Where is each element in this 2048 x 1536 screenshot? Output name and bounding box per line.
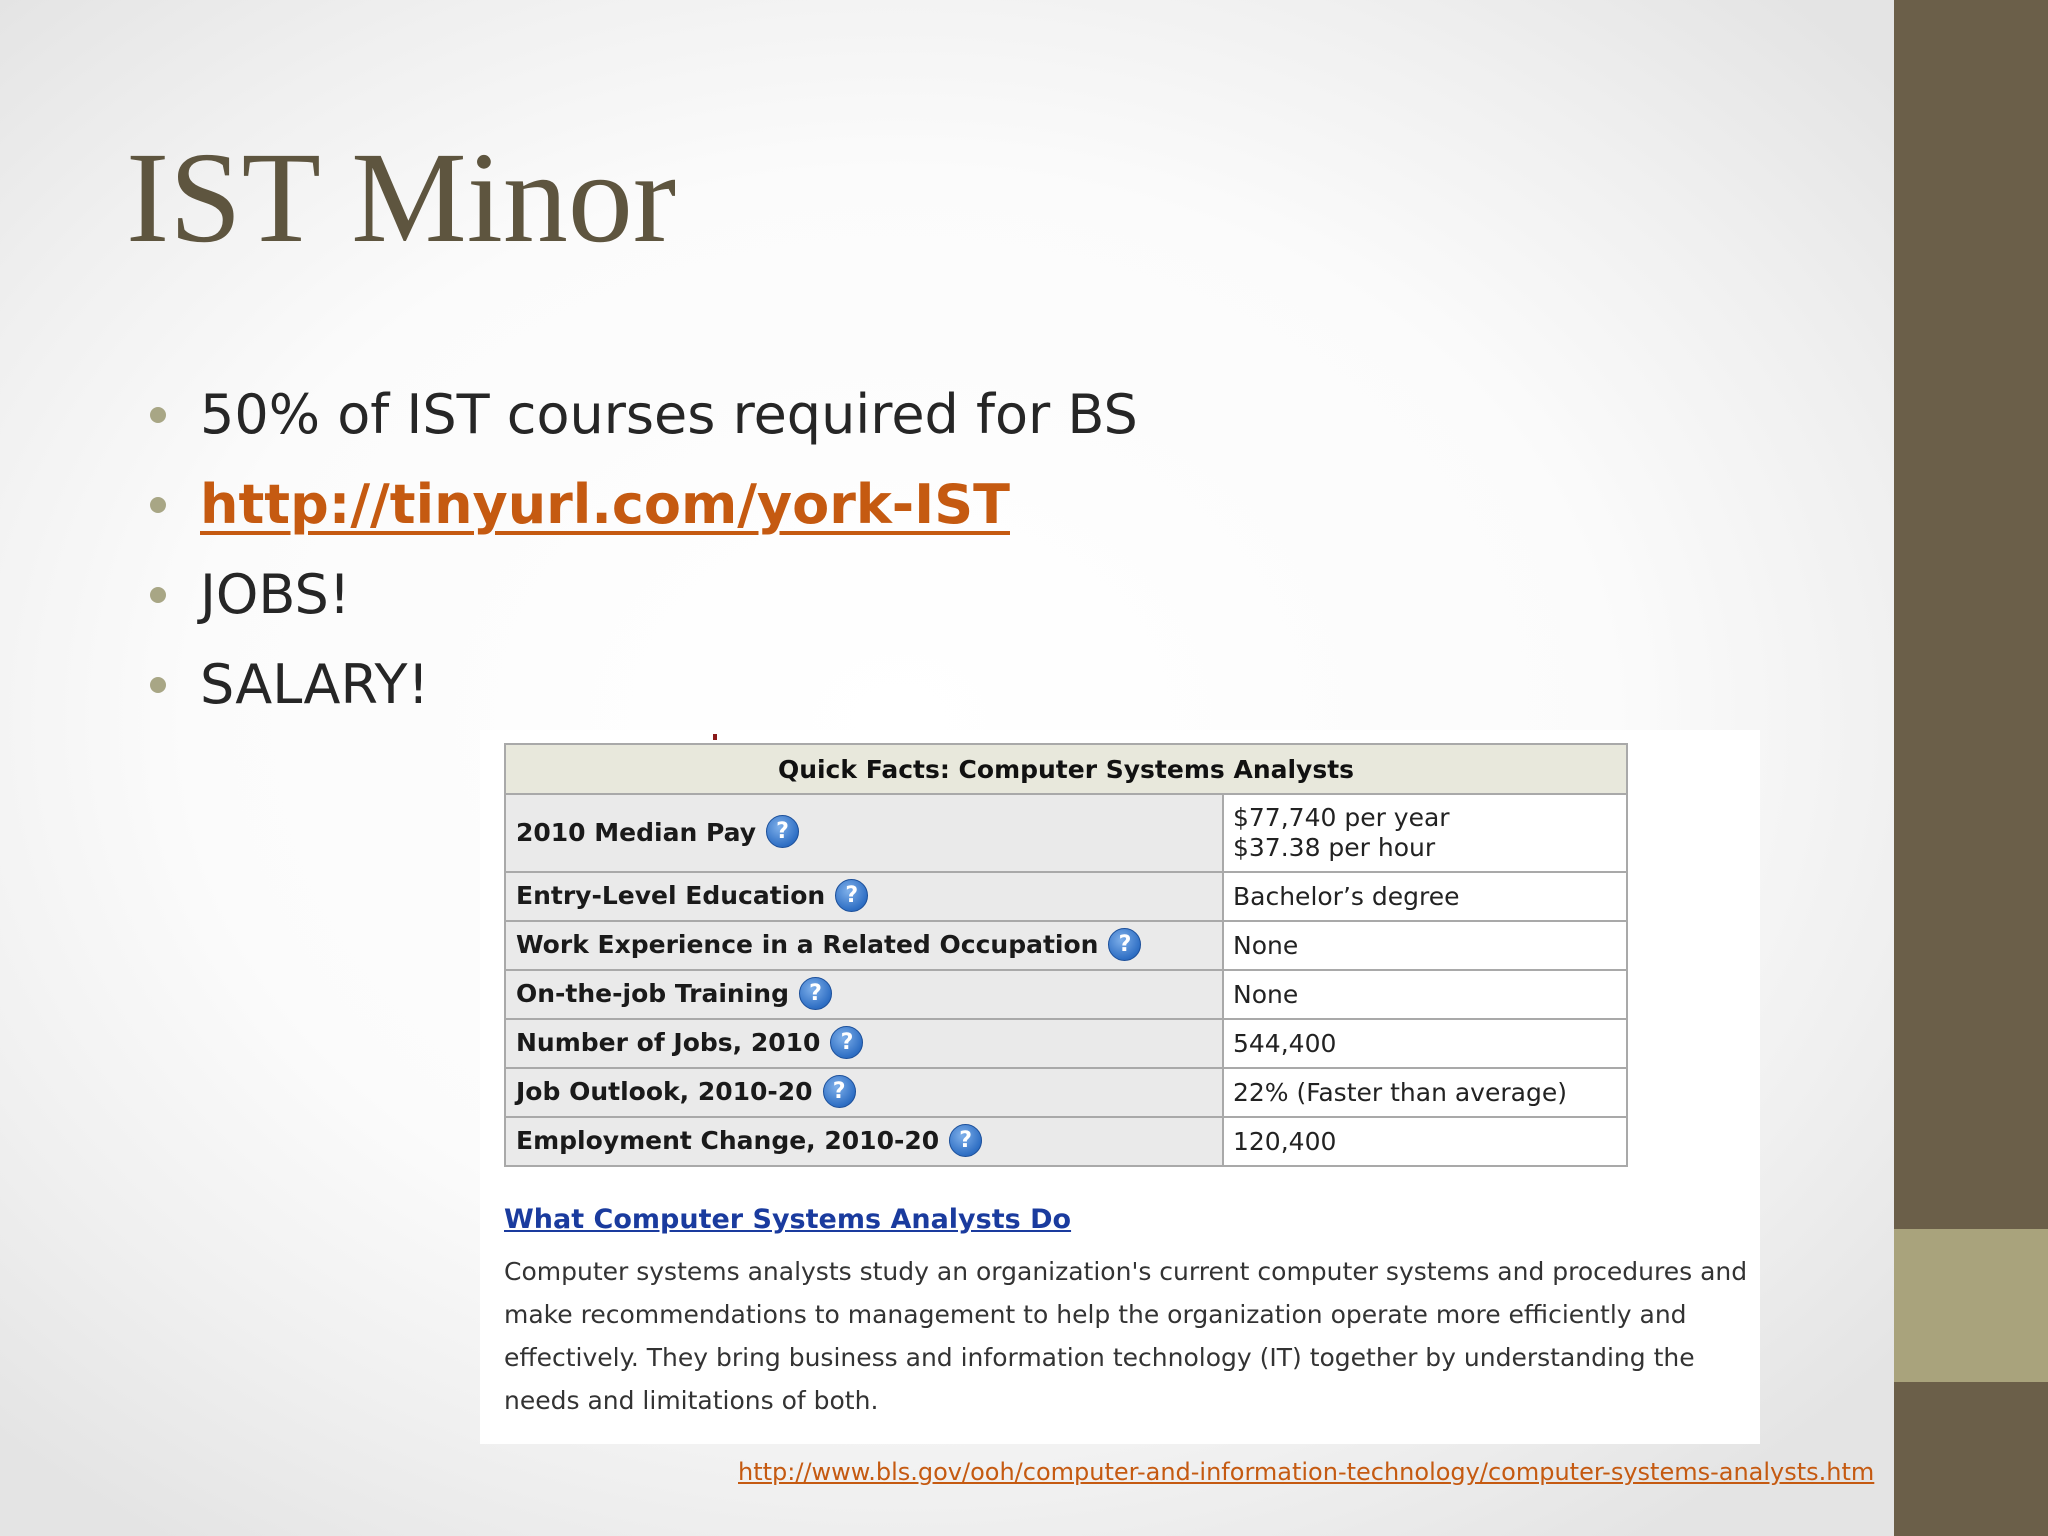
row-value: 22% (Faster than average)	[1223, 1068, 1627, 1117]
row-label: On-the-job Training	[516, 979, 789, 1009]
bullet-item	[148, 640, 1138, 730]
quick-facts-table	[504, 743, 1628, 1167]
slide-title: IST Minor	[126, 126, 677, 270]
bullet-list	[148, 370, 1138, 730]
question-mark-icon[interactable]: ?	[830, 1026, 863, 1059]
bls-source-link[interactable]: http://www.bls.gov/ooh/computer-and-information-technology/computer-systems-analysts.htm	[738, 1458, 1875, 1486]
table-row	[505, 1019, 1627, 1068]
row-value: 120,400	[1223, 1117, 1627, 1166]
tinyurl-link[interactable]: http://tinyurl.com/york-IST	[200, 473, 1010, 536]
row-value: None	[1223, 921, 1627, 970]
bullet-text: JOBS!	[200, 563, 351, 626]
cursor-mark	[713, 734, 717, 740]
row-label-cell	[505, 1117, 1223, 1166]
row-value: 544,400	[1223, 1019, 1627, 1068]
bullet-text: 50% of IST courses required for BS	[200, 383, 1138, 446]
question-mark-icon[interactable]: ?	[766, 815, 799, 848]
embedded-bls-screenshot	[480, 730, 1760, 1444]
row-label-cell	[505, 872, 1223, 921]
bullet-item	[148, 460, 1138, 550]
row-label: Entry-Level Education	[516, 881, 826, 911]
right-accent-block	[1894, 1229, 2048, 1382]
question-mark-icon[interactable]: ?	[835, 879, 868, 912]
row-label-cell	[505, 921, 1223, 970]
row-label-cell	[505, 1068, 1223, 1117]
row-label-cell	[505, 970, 1223, 1019]
table-row	[505, 872, 1627, 921]
bullet-dot-icon	[150, 677, 166, 693]
row-label: Employment Change, 2010-20	[516, 1126, 940, 1156]
bullet-dot-icon	[150, 587, 166, 603]
what-analysts-do-description: Computer systems analysts study an organization's current computer systems and procedures and make recommendations to management to help the organization operate more efficiently and effectively. They bring business and information technology (IT) together by understanding the needs and limitations of both.	[504, 1257, 1748, 1415]
question-mark-icon[interactable]: ?	[799, 977, 832, 1010]
row-value: None	[1223, 970, 1627, 1019]
bullet-item	[148, 550, 1138, 640]
quick-facts-heading: Quick Facts: Computer Systems Analysts	[505, 744, 1627, 794]
table-row	[505, 1117, 1627, 1166]
table-row	[505, 970, 1627, 1019]
question-mark-icon[interactable]: ?	[823, 1075, 856, 1108]
row-label: Job Outlook, 2010-20	[516, 1077, 813, 1107]
row-label-cell	[505, 794, 1223, 872]
row-value: Bachelor’s degree	[1223, 872, 1627, 921]
table-row	[505, 794, 1627, 872]
question-mark-icon[interactable]: ?	[949, 1124, 982, 1157]
bullet-dot-icon	[150, 407, 166, 423]
bullet-item	[148, 370, 1138, 460]
what-analysts-do-link[interactable]: What Computer Systems Analysts Do	[504, 1204, 1072, 1235]
table-row	[505, 921, 1627, 970]
row-value: $37.38 per hour	[1233, 833, 1436, 862]
table-row	[505, 1068, 1627, 1117]
row-value: $77,740 per year	[1233, 803, 1450, 832]
row-label: Number of Jobs, 2010	[516, 1028, 821, 1058]
bullet-dot-icon	[150, 497, 166, 513]
row-label: 2010 Median Pay	[516, 817, 757, 847]
table-header-row	[505, 744, 1627, 794]
question-mark-icon[interactable]: ?	[1108, 928, 1141, 961]
bullet-text: SALARY!	[200, 653, 430, 716]
row-value-cell	[1223, 794, 1627, 872]
row-label-cell	[505, 1019, 1223, 1068]
row-label: Work Experience in a Related Occupation	[516, 930, 1099, 960]
